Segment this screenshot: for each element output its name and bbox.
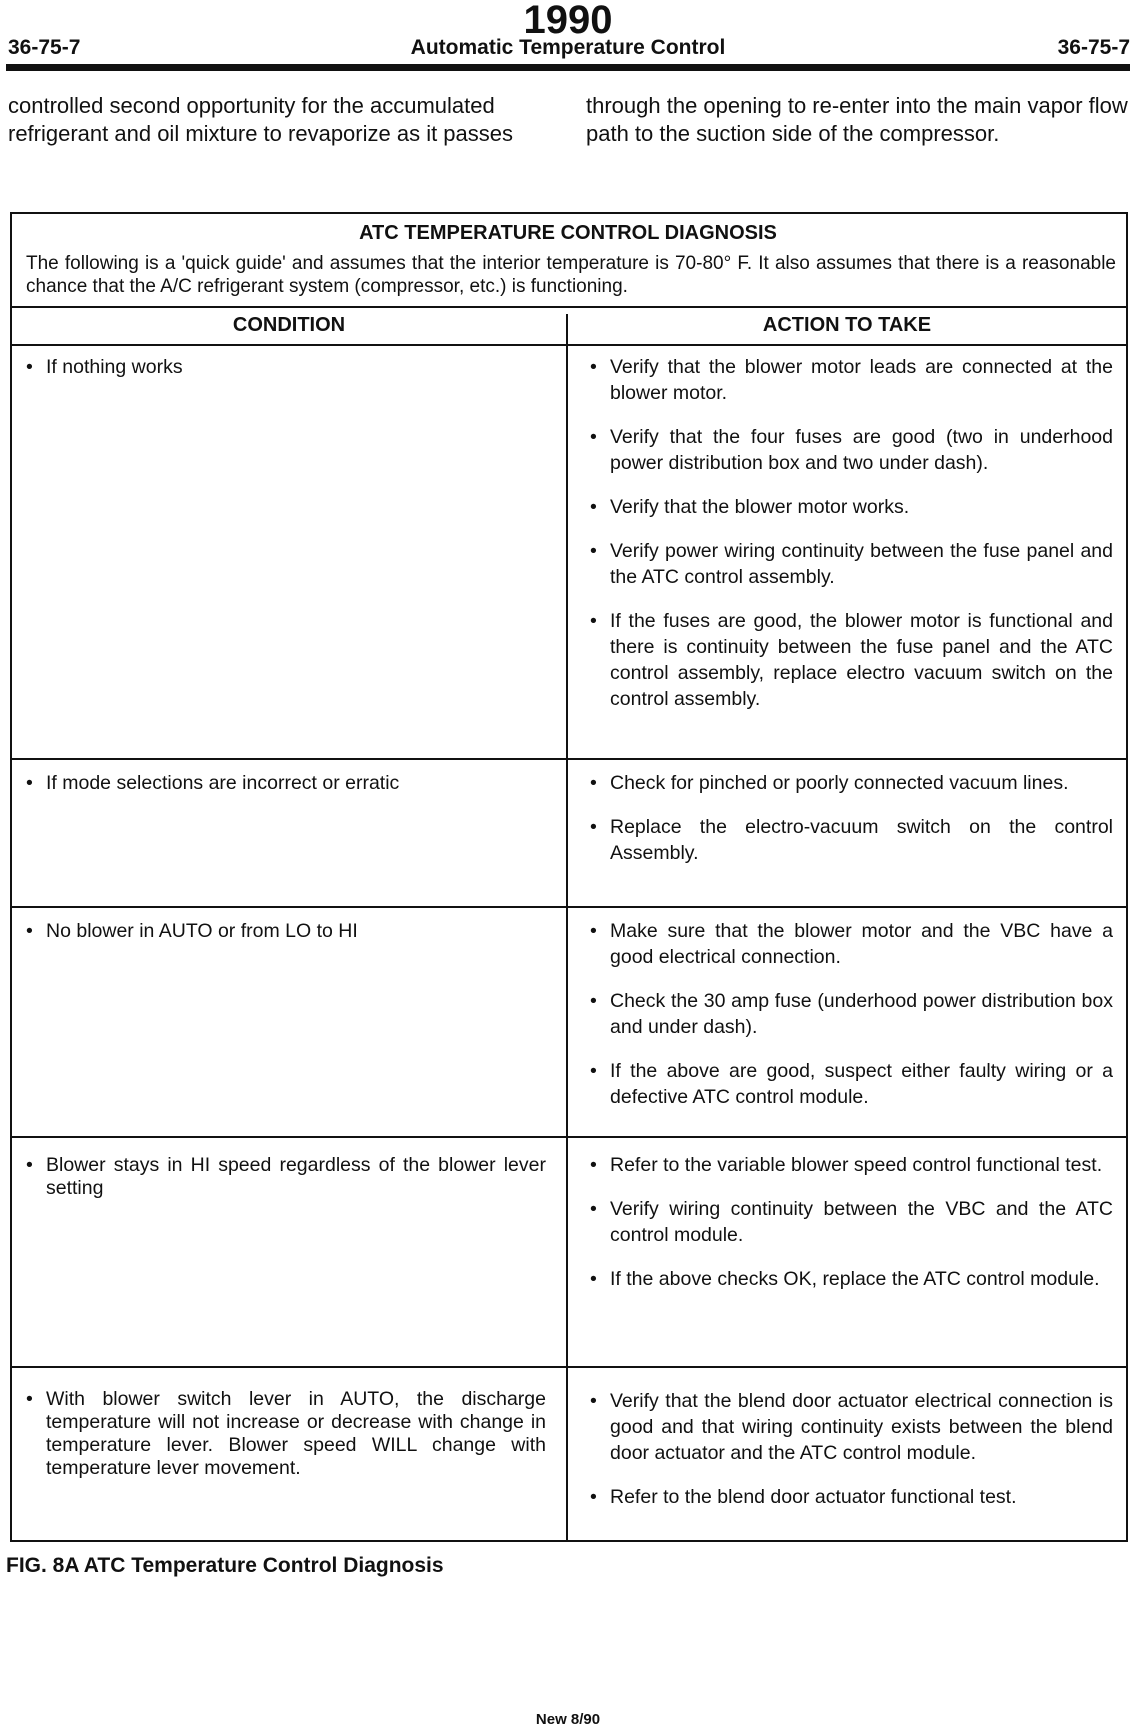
column-header-action: ACTION TO TAKE bbox=[762, 314, 932, 336]
bullet: • bbox=[26, 1388, 33, 1410]
table-rule bbox=[10, 344, 1128, 346]
condition-text: No blower in AUTO or from LO to HI bbox=[46, 920, 358, 942]
condition-cell bbox=[26, 920, 546, 943]
intro-text-left: controlled second opportunity for the accumulated refrigerant and oil mixture to revaporize as it passes bbox=[8, 93, 514, 146]
action-text: Verify wiring continuity between the VBC and the ATC control module. bbox=[610, 1198, 1113, 1246]
condition-text: With blower switch lever in AUTO, the discharge temperature will not increase or decrease with change in temperature lever. Blower speed WILL change with temperature lever movement. bbox=[46, 1388, 546, 1479]
list-item bbox=[590, 1058, 1113, 1110]
bullet: • bbox=[26, 920, 33, 942]
action-text: If the above checks OK, replace the ATC control module. bbox=[610, 1268, 1100, 1290]
action-text: Make sure that the blower motor and the VBC have a good electrical connection. bbox=[610, 920, 1113, 968]
list-item bbox=[590, 494, 1113, 520]
bullet: • bbox=[590, 1268, 597, 1290]
action-text: Refer to the variable blower speed control functional test. bbox=[610, 1154, 1103, 1176]
condition-text: Blower stays in HI speed regardless of the blower lever setting bbox=[46, 1154, 546, 1199]
list-item bbox=[590, 770, 1113, 796]
action-text: Verify that the blend door actuator electrical connection is good and that wiring continuity exists between the blend door actuator and the ATC control module. bbox=[610, 1390, 1113, 1464]
list-item bbox=[590, 1196, 1113, 1248]
action-cell bbox=[590, 1152, 1113, 1310]
bullet: • bbox=[590, 1390, 597, 1412]
list-item bbox=[590, 424, 1113, 476]
action-text: Check for pinched or poorly connected vacuum lines. bbox=[610, 772, 1069, 794]
bullet: • bbox=[590, 1486, 597, 1508]
year-heading: 1990 bbox=[523, 0, 613, 42]
bullet: • bbox=[26, 356, 33, 378]
action-text: Verify that the four fuses are good (two in underhood power distribution box and two under dash). bbox=[610, 426, 1113, 474]
action-text: Replace the electro-vacuum switch on the control Assembly. bbox=[610, 816, 1113, 864]
header-rule bbox=[6, 64, 1130, 71]
bullet: • bbox=[590, 426, 597, 448]
row-divider bbox=[10, 1366, 1128, 1368]
column-header-condition: CONDITION bbox=[232, 314, 346, 336]
action-text: Verify that the blower motor works. bbox=[610, 496, 910, 518]
action-cell bbox=[590, 770, 1113, 884]
condition-cell bbox=[26, 356, 546, 379]
action-text: Check the 30 amp fuse (underhood power distribution box and under dash). bbox=[610, 990, 1113, 1038]
list-item bbox=[590, 814, 1113, 866]
action-text: If the above are good, suspect either faulty wiring or a defective ATC control module. bbox=[610, 1060, 1113, 1108]
bullet: • bbox=[590, 356, 597, 378]
table-title: ATC TEMPERATURE CONTROL DIAGNOSIS bbox=[359, 222, 777, 244]
bullet: • bbox=[590, 610, 597, 632]
bullet: • bbox=[590, 816, 597, 838]
bullet: • bbox=[590, 1060, 597, 1082]
condition-cell bbox=[26, 1154, 546, 1200]
action-cell bbox=[590, 918, 1113, 1128]
table-rule bbox=[10, 306, 1128, 308]
row-divider bbox=[10, 758, 1128, 760]
condition-cell bbox=[26, 772, 546, 795]
action-text: Verify power wiring continuity between the fuse panel and the ATC control assembly. bbox=[610, 540, 1113, 588]
column-divider bbox=[566, 314, 568, 1542]
list-item bbox=[590, 1266, 1113, 1292]
list-item bbox=[590, 608, 1113, 712]
list-item bbox=[590, 354, 1113, 406]
action-cell bbox=[590, 354, 1113, 730]
list-item bbox=[590, 1484, 1113, 1510]
intro-text-right: through the opening to re-enter into the main vapor flow path to the suction side of the compressor. bbox=[586, 93, 1128, 146]
bullet: • bbox=[590, 1198, 597, 1220]
bullet: • bbox=[590, 920, 597, 942]
bullet: • bbox=[26, 772, 33, 794]
section-title: Automatic Temperature Control bbox=[410, 36, 726, 59]
list-item bbox=[590, 1152, 1113, 1178]
page-footer: New 8/90 bbox=[535, 1711, 601, 1728]
list-item bbox=[590, 918, 1113, 970]
action-cell bbox=[590, 1388, 1113, 1528]
row-divider bbox=[10, 1136, 1128, 1138]
list-item bbox=[590, 538, 1113, 590]
page-number-left: 36-75-7 bbox=[8, 36, 81, 59]
action-text: Refer to the blend door actuator functional test. bbox=[610, 1486, 1017, 1508]
bullet: • bbox=[590, 772, 597, 794]
table-description: The following is a 'quick guide' and assumes that the interior temperature is 70-80° F. It also assumes that there is a reasonable chance that the A/C refrigerant system (compressor, etc.) is functioning. bbox=[26, 253, 1116, 297]
bullet: • bbox=[590, 990, 597, 1012]
condition-text: If nothing works bbox=[46, 356, 183, 378]
page-number-right: 36-75-7 bbox=[1057, 36, 1130, 59]
figure-caption: FIG. 8A ATC Temperature Control Diagnosis bbox=[6, 1554, 444, 1577]
bullet: • bbox=[26, 1154, 33, 1176]
list-item bbox=[590, 988, 1113, 1040]
bullet: • bbox=[590, 496, 597, 518]
action-text: Verify that the blower motor leads are connected at the blower motor. bbox=[610, 356, 1113, 404]
action-text: If the fuses are good, the blower motor is functional and there is continuity between the fuse panel and the ATC control assembly, replace electro vacuum switch on the control assembly. bbox=[610, 610, 1113, 710]
bullet: • bbox=[590, 1154, 597, 1176]
condition-cell bbox=[26, 1388, 546, 1480]
bullet: • bbox=[590, 540, 597, 562]
row-divider bbox=[10, 906, 1128, 908]
list-item bbox=[590, 1388, 1113, 1466]
condition-text: If mode selections are incorrect or erratic bbox=[46, 772, 400, 794]
